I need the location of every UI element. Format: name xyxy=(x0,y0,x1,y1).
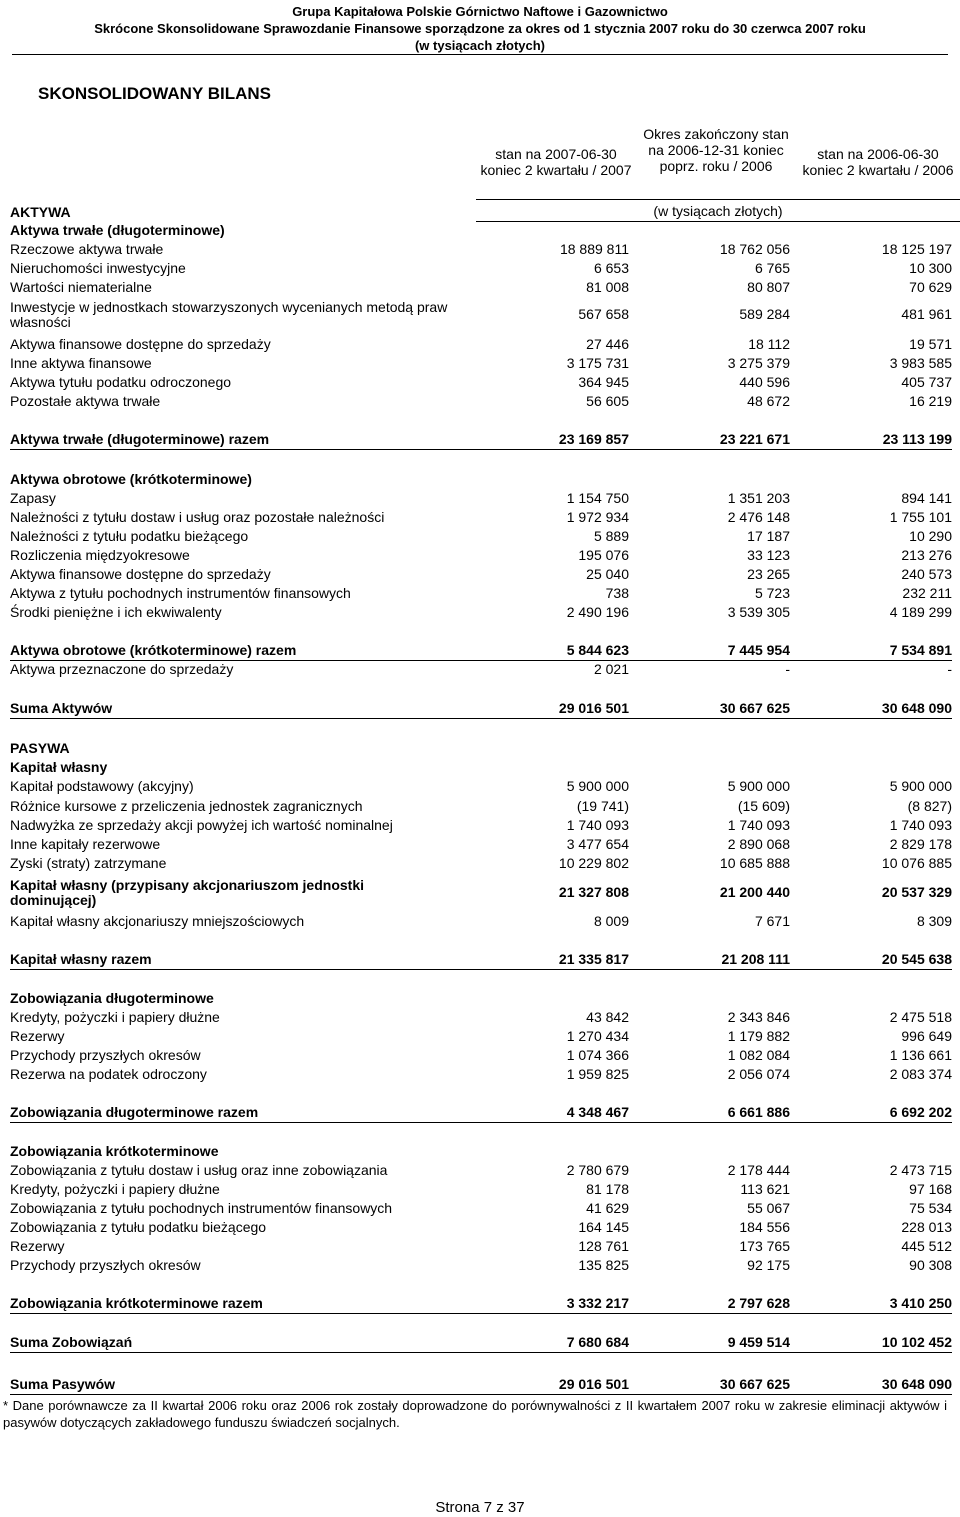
table-row xyxy=(10,1180,952,1199)
row-label: Aktywa przeznaczone do sprzedaży xyxy=(10,661,234,677)
table-row xyxy=(10,1027,952,1046)
row-label: Rozliczenia międzyokresowe xyxy=(10,547,190,563)
row-label: Zobowiązania długoterminowe razem xyxy=(10,1104,259,1120)
value-2007-06-30: 81 178 xyxy=(586,1181,629,1197)
value-2006-06-30: 8 309 xyxy=(916,913,952,929)
table-row xyxy=(10,1161,952,1180)
value-2006-06-30: 232 211 xyxy=(902,585,952,601)
table-row xyxy=(10,1199,952,1218)
value-2006-06-30: 10 102 452 xyxy=(881,1334,952,1350)
row-label: Inwestycje w jednostkach stowarzyszonych wycenianych metodą praw własności xyxy=(10,299,448,330)
value-2006-12-31: 9 459 514 xyxy=(727,1334,790,1350)
table-row xyxy=(10,1008,952,1027)
value-2007-06-30: 81 008 xyxy=(586,279,629,295)
row-label: Środki pieniężne i ich ekwiwalenty xyxy=(10,604,222,620)
value-2006-06-30: 1 136 661 xyxy=(889,1047,952,1063)
table-row xyxy=(10,565,952,584)
row-label: Zobowiązania krótkoterminowe xyxy=(10,1143,219,1159)
row-label: Suma Pasywów xyxy=(10,1376,116,1392)
value-2006-06-30: 20 545 638 xyxy=(881,951,952,967)
row-label: Zobowiązania z tytułu pochodnych instrumentów finansowych xyxy=(10,1200,393,1216)
table-row xyxy=(10,739,952,758)
total-underline xyxy=(10,449,952,450)
row-label: Przychody przyszłych okresów xyxy=(10,1257,201,1273)
value-2006-12-31: 18 762 056 xyxy=(719,241,790,257)
value-2007-06-30: 7 680 684 xyxy=(566,1334,629,1350)
value-2007-06-30: 23 169 857 xyxy=(558,431,629,447)
value-2007-06-30: 3 332 217 xyxy=(566,1295,629,1311)
table-row xyxy=(10,221,952,240)
row-label: Suma Aktywów xyxy=(10,700,113,716)
value-2007-06-30: 2 021 xyxy=(593,661,629,677)
value-2006-12-31: 2 178 444 xyxy=(727,1162,790,1178)
value-2006-12-31: 113 621 xyxy=(740,1181,790,1197)
row-label: Zobowiązania z tytułu podatku bieżącego xyxy=(10,1219,267,1235)
units-label: (w tysiącach złotych) xyxy=(653,203,783,219)
row-label: Rzeczowe aktywa trwałe xyxy=(10,241,164,257)
value-2006-06-30: 97 168 xyxy=(909,1181,952,1197)
row-label: Kredyty, pożyczki i papiery dłużne xyxy=(10,1009,220,1025)
table-row xyxy=(10,1256,952,1275)
row-label: Rezerwy xyxy=(10,1028,65,1044)
row-label: Inne kapitały rezerwowe xyxy=(10,836,161,852)
value-2007-06-30: 29 016 501 xyxy=(558,1376,629,1392)
value-2006-12-31: 21 200 440 xyxy=(719,884,790,900)
report-header xyxy=(0,3,960,54)
value-2006-06-30: 30 648 090 xyxy=(881,700,952,716)
table-row xyxy=(10,777,952,796)
total-underline xyxy=(10,1394,952,1395)
page-number: Strona 7 z 37 xyxy=(435,1499,525,1516)
value-2006-12-31: 2 890 068 xyxy=(727,836,790,852)
value-2006-12-31: 7 445 954 xyxy=(727,642,790,658)
value-2006-06-30: 3 983 585 xyxy=(889,355,952,371)
value-2007-06-30: 3 477 654 xyxy=(566,836,629,852)
value-2007-06-30: 4 348 467 xyxy=(566,1104,629,1120)
value-2006-12-31: 30 667 625 xyxy=(719,700,790,716)
value-2007-06-30: 8 009 xyxy=(593,913,629,929)
row-label: Inne aktywa finansowe xyxy=(10,355,152,371)
value-2006-12-31: 173 765 xyxy=(739,1238,790,1254)
table-row xyxy=(10,508,952,527)
value-2006-06-30: 1 740 093 xyxy=(889,817,952,833)
column-header-2006-06-30: stan na 2006-06-30 koniec 2 kwartału / 2006 xyxy=(802,146,954,178)
value-2006-06-30: 10 290 xyxy=(909,528,952,544)
value-2007-06-30: 21 327 808 xyxy=(558,884,629,900)
value-2006-06-30: - xyxy=(947,661,952,677)
value-2006-06-30: 996 649 xyxy=(901,1028,952,1044)
value-2007-06-30: 27 446 xyxy=(586,336,629,352)
value-2007-06-30: 1 270 434 xyxy=(566,1028,629,1044)
value-2006-06-30: 445 512 xyxy=(901,1238,952,1254)
table-row xyxy=(10,1218,952,1237)
value-2007-06-30: 567 658 xyxy=(578,306,629,322)
table-row xyxy=(10,299,952,330)
row-label: Zobowiązania z tytułu dostaw i usług oraz inne zobowiązania xyxy=(10,1162,388,1178)
table-row xyxy=(10,912,952,931)
row-label: AKTYWA xyxy=(10,204,71,220)
value-2007-06-30: 1 959 825 xyxy=(566,1066,629,1082)
value-2006-06-30: 90 308 xyxy=(909,1257,952,1273)
value-2006-06-30: 213 276 xyxy=(901,547,952,563)
value-2006-12-31: - xyxy=(785,661,790,677)
column-header-2007-06-30: stan na 2007-06-30 koniec 2 kwartału / 2007 xyxy=(480,146,632,178)
row-label: Przychody przyszłych okresów xyxy=(10,1047,201,1063)
value-2006-06-30: 10 076 885 xyxy=(881,855,952,871)
total-row xyxy=(10,1375,952,1394)
row-label: Kapitał własny xyxy=(10,759,108,775)
value-2007-06-30: 2 490 196 xyxy=(566,604,629,620)
value-2006-06-30: 2 829 178 xyxy=(889,836,952,852)
row-label: Suma Zobowiązań xyxy=(10,1334,133,1350)
row-label: Aktywa z tytułu pochodnych instrumentów finansowych xyxy=(10,585,351,601)
row-label: Aktywa obrotowe (krótkoterminowe) xyxy=(10,471,252,487)
table-row xyxy=(10,989,952,1008)
value-2007-06-30: 195 076 xyxy=(578,547,629,563)
value-2006-12-31: 48 672 xyxy=(747,393,790,409)
value-2006-06-30: 3 410 250 xyxy=(889,1295,952,1311)
value-2006-12-31: 2 343 846 xyxy=(727,1009,790,1025)
value-2006-06-30: 5 900 000 xyxy=(889,778,952,794)
table-row xyxy=(10,1065,952,1084)
table-row xyxy=(10,489,952,508)
row-label: Kredyty, pożyczki i papiery dłużne xyxy=(10,1181,220,1197)
value-2007-06-30: 164 145 xyxy=(578,1219,629,1235)
total-row xyxy=(10,641,952,660)
value-2006-12-31: 55 067 xyxy=(747,1200,790,1216)
total-underline xyxy=(10,718,952,719)
value-2006-12-31: 1 082 084 xyxy=(727,1047,790,1063)
value-2006-12-31: 2 056 074 xyxy=(727,1066,790,1082)
value-2007-06-30: 1 154 750 xyxy=(566,490,629,506)
value-2006-06-30: 481 961 xyxy=(901,306,952,322)
value-2006-06-30: 70 629 xyxy=(909,279,952,295)
table-row xyxy=(10,203,952,222)
total-row xyxy=(10,1103,952,1122)
value-2006-12-31: 30 667 625 xyxy=(719,1376,790,1392)
table-row xyxy=(10,1237,952,1256)
value-2006-12-31: 6 661 886 xyxy=(727,1104,790,1120)
total-underline xyxy=(10,1313,952,1314)
row-label: Kapitał własny razem xyxy=(10,951,152,967)
value-2006-12-31: 2 797 628 xyxy=(727,1295,790,1311)
value-2006-12-31: 17 187 xyxy=(747,528,790,544)
total-row xyxy=(10,1294,952,1313)
row-label: PASYWA xyxy=(10,740,70,756)
header-units: (w tysiącach złotych) xyxy=(414,38,546,53)
value-2006-06-30: 240 573 xyxy=(901,566,952,582)
value-2007-06-30: (19 741) xyxy=(576,798,629,814)
value-2006-06-30: 2 083 374 xyxy=(889,1066,952,1082)
total-underline xyxy=(10,1122,952,1123)
value-2006-12-31: 6 765 xyxy=(754,260,790,276)
value-2006-12-31: 80 807 xyxy=(747,279,790,295)
value-2006-12-31: 18 112 xyxy=(748,336,790,352)
value-2007-06-30: 1 740 093 xyxy=(566,817,629,833)
row-label: Aktywa finansowe dostępne do sprzedaży xyxy=(10,566,271,582)
value-2007-06-30: 5 900 000 xyxy=(566,778,629,794)
table-row xyxy=(10,392,952,411)
table-row xyxy=(10,797,952,816)
header-company: Grupa Kapitałowa Polskie Górnictwo Naftowe i Gazownictwo xyxy=(292,4,668,19)
value-2006-12-31: 1 351 203 xyxy=(727,490,790,506)
value-2006-06-30: 10 300 xyxy=(909,260,952,276)
value-2007-06-30: 56 605 xyxy=(586,393,629,409)
value-2006-12-31: 2 476 148 xyxy=(727,509,790,525)
value-2006-06-30: 75 534 xyxy=(909,1200,952,1216)
value-2006-06-30: 228 013 xyxy=(901,1219,952,1235)
header-rule xyxy=(12,54,948,55)
value-2007-06-30: 5 889 xyxy=(593,528,629,544)
value-2007-06-30: 29 016 501 xyxy=(558,700,629,716)
value-2006-06-30: 2 473 715 xyxy=(889,1162,952,1178)
value-2007-06-30: 135 825 xyxy=(578,1257,629,1273)
table-row xyxy=(10,1046,952,1065)
value-2006-12-31: 7 671 xyxy=(754,913,790,929)
total-row xyxy=(10,950,952,969)
value-2007-06-30: 2 780 679 xyxy=(566,1162,629,1178)
row-label: Zapasy xyxy=(10,490,56,506)
value-2007-06-30: 6 653 xyxy=(593,260,629,276)
column-header-2006-12-31: Okres zakończony stan na 2006-12-31 koniec poprz. roku / 2006 xyxy=(643,126,789,174)
column-header-rule xyxy=(476,199,960,200)
row-label: Należności z tytułu dostaw i usług oraz pozostałe należności xyxy=(10,509,385,525)
table-row xyxy=(10,854,952,873)
value-2006-12-31: 1 179 882 xyxy=(727,1028,790,1044)
value-2006-06-30: 1 755 101 xyxy=(889,509,952,525)
value-2006-06-30: 30 648 090 xyxy=(881,1376,952,1392)
value-2006-12-31: 440 596 xyxy=(739,374,790,390)
value-2007-06-30: 364 945 xyxy=(578,374,629,390)
value-2007-06-30: 18 889 811 xyxy=(559,241,629,257)
value-2006-12-31: 23 265 xyxy=(747,566,790,582)
table-row xyxy=(10,373,952,392)
value-2006-06-30: 2 475 518 xyxy=(889,1009,952,1025)
value-2007-06-30: 738 xyxy=(605,585,629,601)
value-2006-06-30: 20 537 329 xyxy=(881,884,952,900)
header-report-title: Skrócone Skonsolidowane Sprawozdanie Finansowe sporządzone za okres od 1 stycznia 2007 roku do 30 czerwca 2007 roku xyxy=(94,21,866,36)
value-2006-12-31: 21 208 111 xyxy=(721,951,790,967)
value-2007-06-30: 10 229 802 xyxy=(558,855,629,871)
row-label: Zobowiązania długoterminowe xyxy=(10,990,214,1006)
table-row xyxy=(10,335,952,354)
value-2007-06-30: 1 972 934 xyxy=(566,509,629,525)
row-label: Aktywa trwałe (długoterminowe) xyxy=(10,222,225,238)
row-label: Nadwyżka ze sprzedaży akcji powyżej ich wartość nominalnej xyxy=(10,817,393,833)
value-2006-12-31: 3 275 379 xyxy=(727,355,790,371)
row-label: Należności z tytułu podatku bieżącego xyxy=(10,528,249,544)
value-2006-06-30: 4 189 299 xyxy=(889,604,952,620)
table-row xyxy=(10,816,952,835)
value-2006-06-30: 16 219 xyxy=(909,393,952,409)
row-label: Różnice kursowe z przeliczenia jednostek zagranicznych xyxy=(10,798,363,814)
row-label: Wartości niematerialne xyxy=(10,279,152,295)
table-row xyxy=(10,1142,952,1161)
value-2006-12-31: 10 685 888 xyxy=(719,855,790,871)
value-2006-12-31: 589 284 xyxy=(739,306,790,322)
value-2006-06-30: 7 534 891 xyxy=(889,642,952,658)
value-2006-12-31: 23 221 671 xyxy=(719,431,790,447)
row-label: Aktywa trwałe (długoterminowe) razem xyxy=(10,431,270,447)
page-title: SKONSOLIDOWANY BILANS xyxy=(38,84,271,103)
table-row xyxy=(10,354,952,373)
table-row xyxy=(10,527,952,546)
footnote: * Dane porównawcze za II kwartał 2006 roku oraz 2006 rok zostały doprowadzone do porównywalności z II kwartałem 2007 roku w zakresie eliminacji aktywów i pasywów dotyczących zakładowego funduszu świadczeń socjalnych. xyxy=(3,1398,947,1430)
value-2006-12-31: 3 539 305 xyxy=(727,604,790,620)
value-2006-12-31: 1 740 093 xyxy=(727,817,790,833)
value-2006-06-30: 18 125 197 xyxy=(881,241,952,257)
total-underline xyxy=(10,969,952,970)
total-row xyxy=(10,1333,952,1352)
table-row xyxy=(10,603,952,622)
total-row xyxy=(10,699,952,718)
value-2006-12-31: 5 723 xyxy=(754,585,790,601)
row-label: Rezerwa na podatek odroczony xyxy=(10,1066,207,1082)
value-2006-06-30: (8 827) xyxy=(907,798,952,814)
value-2006-12-31: (15 609) xyxy=(737,798,790,814)
value-2007-06-30: 43 842 xyxy=(586,1009,629,1025)
table-row xyxy=(10,470,952,489)
table-row xyxy=(10,660,952,679)
row-label: Aktywa finansowe dostępne do sprzedaży xyxy=(10,336,271,352)
table-row xyxy=(10,835,952,854)
value-2006-12-31: 33 123 xyxy=(747,547,790,563)
value-2006-06-30: 23 113 199 xyxy=(882,431,952,447)
value-2007-06-30: 25 040 xyxy=(586,566,629,582)
value-2007-06-30: 21 335 817 xyxy=(558,951,629,967)
value-2006-06-30: 894 141 xyxy=(901,490,952,506)
table-row xyxy=(10,584,952,603)
row-label: Pozostałe aktywa trwałe xyxy=(10,393,161,409)
value-2007-06-30: 3 175 731 xyxy=(566,355,629,371)
table-row xyxy=(10,240,952,259)
row-label: Zyski (straty) zatrzymane xyxy=(10,855,167,871)
value-2007-06-30: 1 074 366 xyxy=(566,1047,629,1063)
value-2006-12-31: 92 175 xyxy=(747,1257,790,1273)
row-label: Aktywa tytułu podatku odroczonego xyxy=(10,374,232,390)
row-label: Kapitał własny akcjonariuszy mniejszościowych xyxy=(10,913,305,929)
value-2006-06-30: 19 571 xyxy=(909,336,952,352)
row-label: Zobowiązania krótkoterminowe razem xyxy=(10,1295,263,1311)
value-2007-06-30: 128 761 xyxy=(578,1238,629,1254)
value-2006-12-31: 5 900 000 xyxy=(727,778,790,794)
table-row xyxy=(10,278,952,297)
row-label: Nieruchomości inwestycyjne xyxy=(10,260,186,276)
value-2006-06-30: 6 692 202 xyxy=(889,1104,952,1120)
value-2006-06-30: 405 737 xyxy=(901,374,952,390)
total-row xyxy=(10,430,952,449)
table-row xyxy=(10,546,952,565)
row-label: Rezerwy xyxy=(10,1238,65,1254)
table-row xyxy=(10,877,952,908)
total-underline xyxy=(10,1352,952,1353)
value-2006-12-31: 184 556 xyxy=(739,1219,790,1235)
row-label: Kapitał własny (przypisany akcjonariuszom jednostki dominującej) xyxy=(10,877,364,908)
value-2007-06-30: 41 629 xyxy=(586,1200,629,1216)
value-2007-06-30: 5 844 623 xyxy=(566,642,629,658)
row-label: Kapitał podstawowy (akcyjny) xyxy=(10,778,194,794)
row-label: Aktywa obrotowe (krótkoterminowe) razem xyxy=(10,642,297,658)
table-row xyxy=(10,259,952,278)
table-row xyxy=(10,758,952,777)
